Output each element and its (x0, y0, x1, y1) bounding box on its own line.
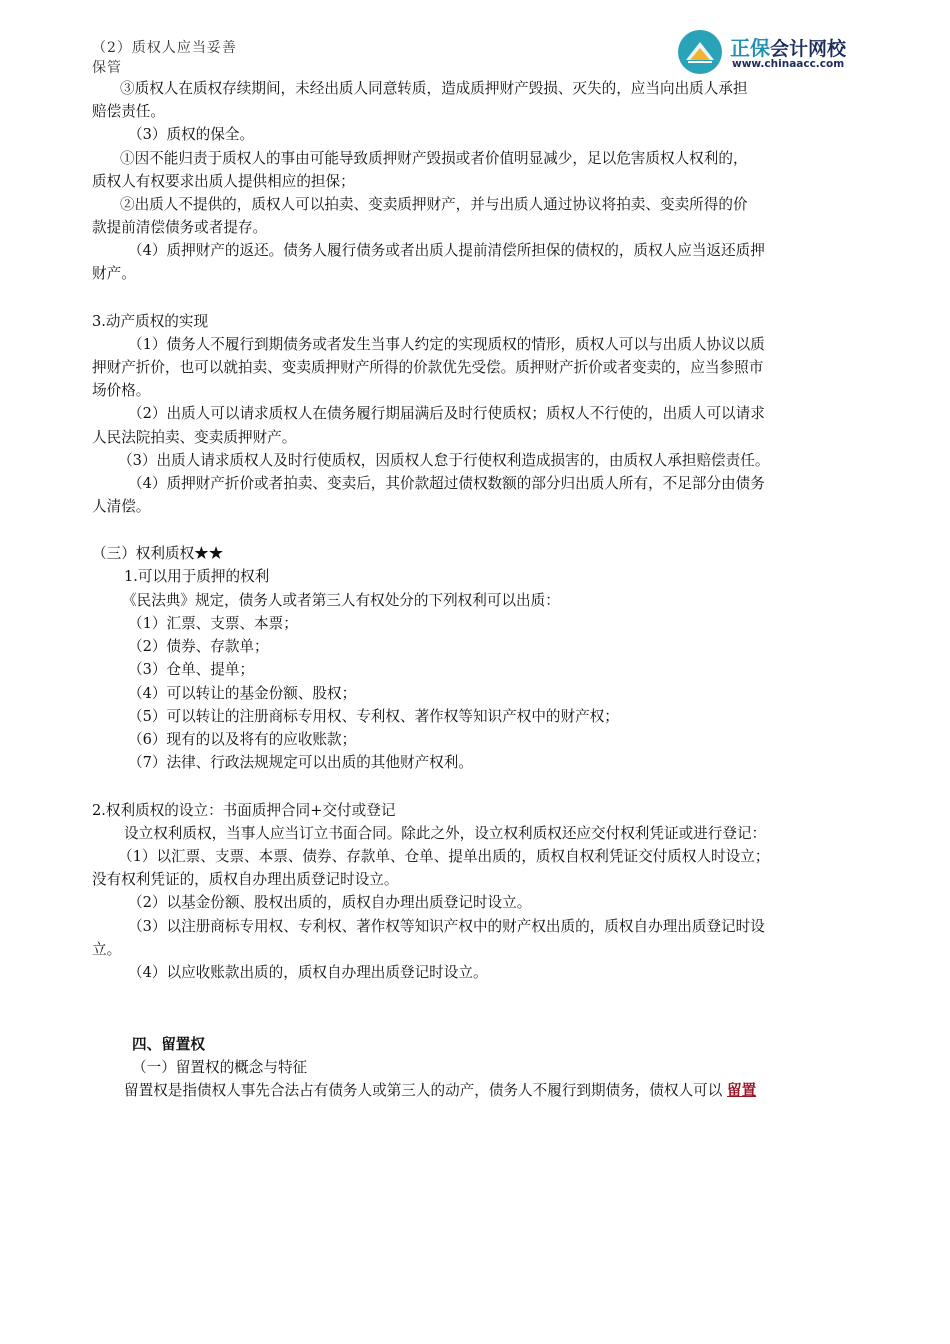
para-line: 人清偿。 (92, 498, 151, 515)
para-line: 没有权利凭证的，质权自办理出质登记时设立。 (92, 871, 399, 888)
brand-kuaiji: 会计网校 (770, 38, 847, 60)
chapter-heading: 四、留置权 (132, 1036, 205, 1053)
cut-off-line (92, 40, 242, 76)
para-text: 留置权是指债权人事先合法占有债务人或第三人的动产，债务人不履行到期债务，债权人可以 (124, 1082, 723, 1099)
list-item: （4）可以转让的基金份额、股权； (128, 685, 357, 702)
list-item: （3）仓单、提单； (128, 661, 255, 678)
para-line: ②出质人不提供的，质权人可以拍卖、变卖质押财产，并与出质人通过协议将拍卖、变卖所得的价 (120, 196, 748, 213)
para-line: （1）以汇票、支票、本票、债券、存款单、仓单、提单出质的，质权自权利凭证交付质权人时设立； (118, 848, 770, 865)
para-line (124, 1080, 756, 1102)
para-line: ①因不能归责于质权人的事由可能导致质押财产毁损或者价值明显减少，足以危害质权人权利的， (120, 150, 748, 167)
para-line: 押财产折价，也可以就拍卖、变卖质押财产所得的价款优先受偿。质押财产折价或者变卖的，应当参照市 (92, 359, 764, 376)
list-item: （2）债券、存款单； (128, 638, 269, 655)
section-heading: （三）权利质权★★ (92, 545, 224, 562)
para-line: 财产。 (92, 265, 136, 282)
section-heading: 2.权利质权的设立：书面质押合同+交付或登记 (92, 802, 396, 819)
brand-name (730, 32, 846, 61)
list-item: （6）现有的以及将有的应收账款； (128, 731, 357, 748)
para-line: 场价格。 (92, 382, 151, 399)
keyword-link[interactable]: 留置 (727, 1082, 757, 1099)
para-line: （2）以基金份额、股权出质的，质权自办理出质登记时设立。 (128, 894, 532, 911)
graduation-book-icon (678, 30, 722, 74)
para-line: （3）出质人请求质权人及时行使质权，因质权人怠于行使权利造成损害的，由质权人承担赔偿责任。 (118, 452, 770, 469)
para-line: 赔偿责任。 (92, 103, 165, 120)
para-line: ③质权人在质权存续期间，未经出质人同意转质，造成质押财产毁损、灭失的，应当向出质人承担 (120, 80, 748, 97)
para-line: 质权人有权要求出质人提供相应的担保； (92, 173, 355, 190)
list-item: （1）汇票、支票、本票； (128, 615, 298, 632)
para-line: （4）质押财产折价或者拍卖、变卖后，其价款超过债权数额的部分归出质人所有，不足部分由债务 (128, 475, 765, 492)
para-line: 款提前清偿债务或者提存。 (92, 219, 268, 236)
section-heading: （一）留置权的概念与特征 (132, 1059, 308, 1076)
brand-url[interactable]: www.chinaacc.com (732, 58, 845, 70)
para-line: 人民法院拍卖、变卖质押财产。 (92, 429, 297, 446)
list-item: （7）法律、行政法规规定可以出质的其他财产权利。 (128, 754, 473, 771)
para-line: （3）以注册商标专用权、专利权、著作权等知识产权中的财产权出质的，质权自办理出质登记时设 (128, 918, 765, 935)
para-line: （1）债务人不履行到期债务或者发生当事人约定的实现质权的情形，质权人可以与出质人协议以质 (128, 336, 765, 353)
brand-logo[interactable] (678, 28, 868, 76)
para-line: （4）以应收账款出质的，质权自办理出质登记时设立。 (128, 964, 488, 981)
para-line: （3）质权的保全。 (128, 126, 255, 143)
para-line: （4）质押财产的返还。债务人履行债务或者出质人提前清偿所担保的债权的，质权人应当返还质押 (128, 242, 765, 259)
section-heading: 3.动产质权的实现 (92, 313, 209, 330)
cut-off-text: （2）质权人应当妥善保管 (92, 40, 237, 76)
subsection-heading: 1.可以用于质押的权利 (124, 568, 270, 585)
para-line: 《民法典》规定，债务人或者第三人有权处分的下列权利可以出质： (122, 592, 560, 609)
para-line: （2）出质人可以请求质权人在债务履行期届满后及时行使质权；质权人不行使的，出质人可以请求 (128, 405, 765, 422)
list-item: （5）可以转让的注册商标专用权、专利权、著作权等知识产权中的财产权； (128, 708, 619, 725)
para-line: 立。 (92, 941, 122, 958)
para-line: 设立权利质权，当事人应当订立书面合同。除此之外，设立权利质权还应交付权利凭证或进行登记： (124, 825, 767, 842)
brand-zhengbao: 正保 (730, 36, 770, 60)
